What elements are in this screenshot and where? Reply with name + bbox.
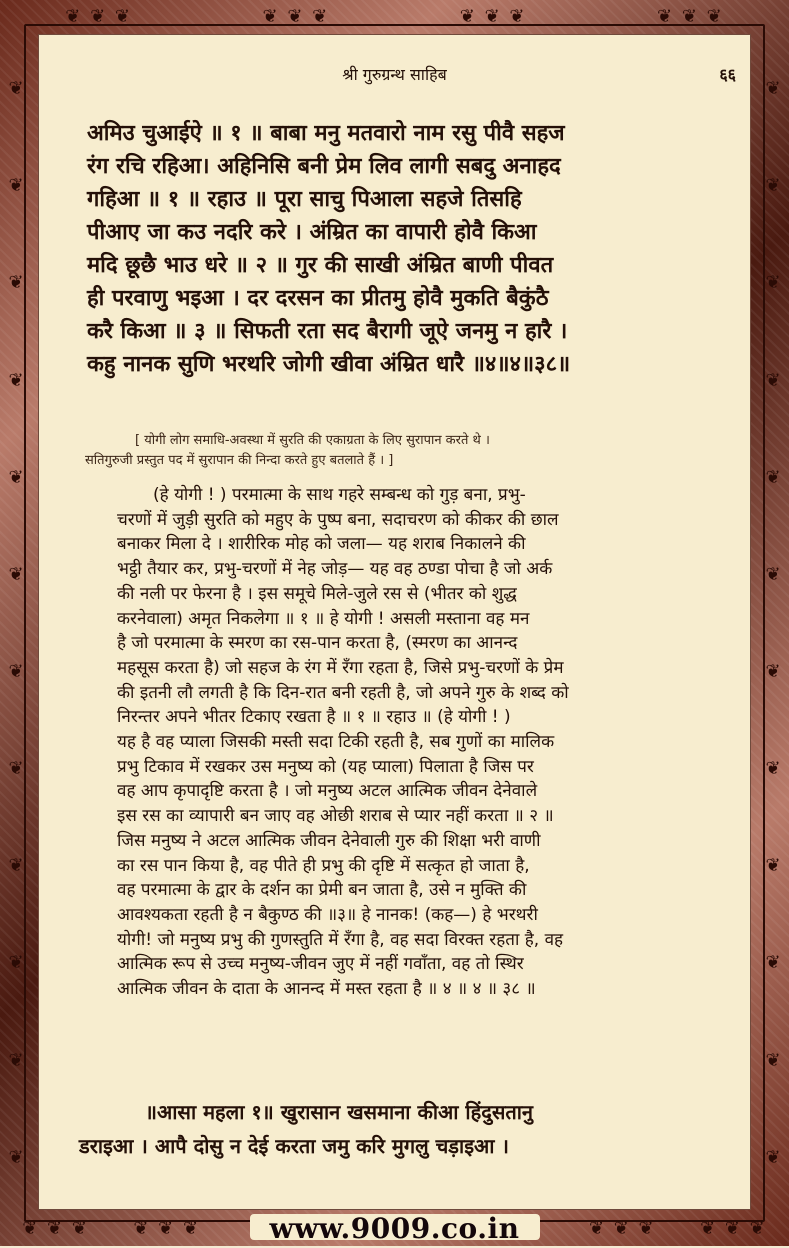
explanation-line: निरन्तर अपने भीतर टिकाए रखता है ॥ १ ॥ रहाउ ॥ (हे योगी ! )	[117, 705, 767, 730]
explanation-line: महसूस करता है) जो सहज के रंग में रँगा रहता है, जिसे प्रभु-चरणों के प्रेम	[117, 656, 767, 681]
flourish-icon: ❦	[765, 175, 780, 196]
page-title: श्री गुरुग्रन्थ साहिब	[39, 63, 750, 85]
flourish-icon: ❦	[765, 78, 780, 99]
explanation-line: जिस मनुष्य ने अटल आत्मिक जीवन देनेवाली गुरु की शिक्षा भरी वाणी	[117, 829, 767, 854]
flourish-icon: ❦	[8, 661, 23, 682]
verse-line: डराइआ । आपै दोसु न देई करता जमु करि मुगलु चड़ाइआ ।	[79, 1129, 759, 1163]
scripture-page	[38, 34, 751, 1210]
flourish-icon: ❦	[765, 661, 780, 682]
flourish-icon: ❦	[8, 370, 23, 391]
note-line: [ योगी लोग समाधि-अवस्था में सुरति की एकाग्रता के लिए सुरापान करते थे ।	[85, 431, 779, 451]
flourish-icon: ❦	[8, 78, 23, 99]
context-note	[85, 431, 779, 471]
page-header	[39, 63, 750, 91]
flourish-icon: ❦	[765, 467, 780, 488]
flourish-icon: ❦ ❦ ❦	[65, 6, 132, 27]
flourish-icon: ❦ ❦ ❦	[700, 1218, 767, 1239]
verse-line: करै किआ ॥ ३ ॥ सिफती रता सद बैरागी जूऐ जनमु न हारै ।	[87, 315, 777, 348]
left-ornament-column	[5, 40, 27, 1206]
flourish-icon: ❦	[8, 564, 23, 585]
flourish-icon: ❦	[765, 564, 780, 585]
flourish-icon: ❦	[765, 272, 780, 293]
next-hymn-verse	[79, 1095, 759, 1163]
flourish-icon: ❦ ❦ ❦	[133, 1218, 200, 1239]
flourish-icon: ❦ ❦ ❦	[263, 6, 330, 27]
verse-line: कहु नानक सुणि भरथरि जोगी खीवा अंम्रित धारै ॥४॥४॥३८॥	[87, 348, 777, 381]
explanation-line: भट्ठी तैयार कर, प्रभु-चरणों में नेह जोड़— यह वह ठण्डा पोचा है जो अर्क	[117, 557, 767, 582]
explanation-line: की नली पर फेरना है । इस समूचे मिले-जुले रस से (भीतर को शुद्ध	[117, 582, 767, 607]
verse-line: अमिउ चुआईऐ ॥ १ ॥ बाबा मनु मतवारो नाम रसु पीवै सहज	[87, 117, 777, 150]
explanation-line: का रस पान किया है, वह पीते ही प्रभु की दृष्टि में सत्कृत हो जाता है,	[117, 854, 767, 879]
explanation-line: यह है वह प्याला जिसकी मस्ती सदा टिकी रहती है, सब गुणों का मालिक	[117, 730, 767, 755]
explanation-line: है जो परमात्मा के स्मरण का रस-पान करता है, (स्मरण का आनन्द	[117, 631, 767, 656]
page-number: ६६	[719, 63, 736, 85]
flourish-icon: ❦	[8, 758, 23, 779]
verse-line: रंग रचि रहिआ। अहिनिसि बनी प्रेम लिव लागी सबदु अनाहद	[87, 150, 777, 183]
flourish-icon: ❦ ❦ ❦	[589, 1218, 656, 1239]
verse-line: ही परवाणु भइआ । दर दरसन का प्रीतमु होवै मुकति बैकुंठै	[87, 282, 777, 315]
explanation-line: बनाकर मिला दे । शारीरिक मोह को जला— यह शराब निकालने की	[117, 532, 767, 557]
flourish-icon: ❦	[8, 1147, 23, 1168]
flourish-icon: ❦	[765, 1147, 780, 1168]
explanation-line: आत्मिक रूप से उच्च मनुष्य-जीवन जुए में नहीं गवाँता, वह तो स्थिर	[117, 952, 767, 977]
flourish-icon: ❦	[8, 855, 23, 876]
gurbani-verse	[87, 117, 777, 381]
explanation-line: (हे योगी ! ) परमात्मा के साथ गहरे सम्बन्ध को गुड़ बना, प्रभु-	[117, 483, 767, 508]
flourish-icon: ❦ ❦ ❦	[657, 6, 724, 27]
flourish-icon: ❦	[8, 272, 23, 293]
explanation-line: चरणों में जुड़ी सुरति को महुए के पुष्प बना, सदाचरण को कीकर की छाल	[117, 508, 767, 533]
verse-line: मदि छूछै भाउ धरे ॥ २ ॥ गुर की साखी अंम्रित बाणी पीवत	[87, 249, 777, 282]
verse-line: पीआए जा कउ नदरि करे । अंम्रित का वापारी होवै किआ	[87, 216, 777, 249]
explanation-line: करनेवाला) अमृत निकलेगा ॥ १ ॥ हे योगी ! असली मस्ताना वह मन	[117, 607, 767, 632]
explanation-line: वह परमात्मा के द्वार के दर्शन का प्रेमी बन जाता है, उसे न मुक्ति की	[117, 878, 767, 903]
explanation-line: आत्मिक जीवन के दाता के आनन्द में मस्त रहता है ॥ ४ ॥ ४ ॥ ३८ ॥	[117, 977, 767, 1002]
note-line: सतिगुरुजी प्रस्तुत पद में सुरापान की निन्दा करते हुए बतलाते हैं । ]	[85, 451, 779, 471]
explanation-line: आवश्यकता रहती है न बैकुण्ठ की ॥३॥ हे नानक! (कह—) हे भरथरी	[117, 903, 767, 928]
flourish-icon: ❦ ❦ ❦	[22, 1218, 89, 1239]
flourish-icon: ❦	[8, 1050, 23, 1071]
verse-line: ॥आसा महला १॥ खुरासान खसमाना कीआ हिंदुसतानु	[79, 1095, 759, 1129]
flourish-icon: ❦	[765, 855, 780, 876]
top-ornament-row	[0, 4, 789, 28]
flourish-icon: ❦	[765, 952, 780, 973]
explanation-line: वह आप कृपादृष्टि करता है । जो मनुष्य अटल आत्मिक जीवन देनेवाले	[117, 779, 767, 804]
explanation-paragraph	[117, 483, 767, 1002]
flourish-icon: ❦	[8, 952, 23, 973]
explanation-line: की इतनी लौ लगती है कि दिन-रात बनी रहती है, जो अपने गुरु के शब्द को	[117, 681, 767, 706]
flourish-icon: ❦	[8, 175, 23, 196]
explanation-line: इस रस का व्यापारी बन जाए वह ओछी शराब से प्यार नहीं करता ॥ २ ॥	[117, 804, 767, 829]
explanation-line: प्रभु टिकाव में रखकर उस मनुष्य को (यह प्याला) पिलाता है जिस पर	[117, 755, 767, 780]
website-link[interactable]: www.9009.co.in	[0, 1212, 789, 1248]
verse-line: गहिआ ॥ १ ॥ रहाउ ॥ पूरा साचु पिआला सहजे तिसहि	[87, 183, 777, 216]
flourish-icon: ❦	[8, 467, 23, 488]
explanation-line: योगी! जो मनुष्य प्रभु की गुणस्तुति में रँगा है, वह सदा विरक्त रहता है, वह	[117, 928, 767, 953]
flourish-icon: ❦	[765, 758, 780, 779]
flourish-icon: ❦ ❦ ❦	[460, 6, 527, 27]
flourish-icon: ❦	[765, 1050, 780, 1071]
flourish-icon: ❦	[765, 370, 780, 391]
